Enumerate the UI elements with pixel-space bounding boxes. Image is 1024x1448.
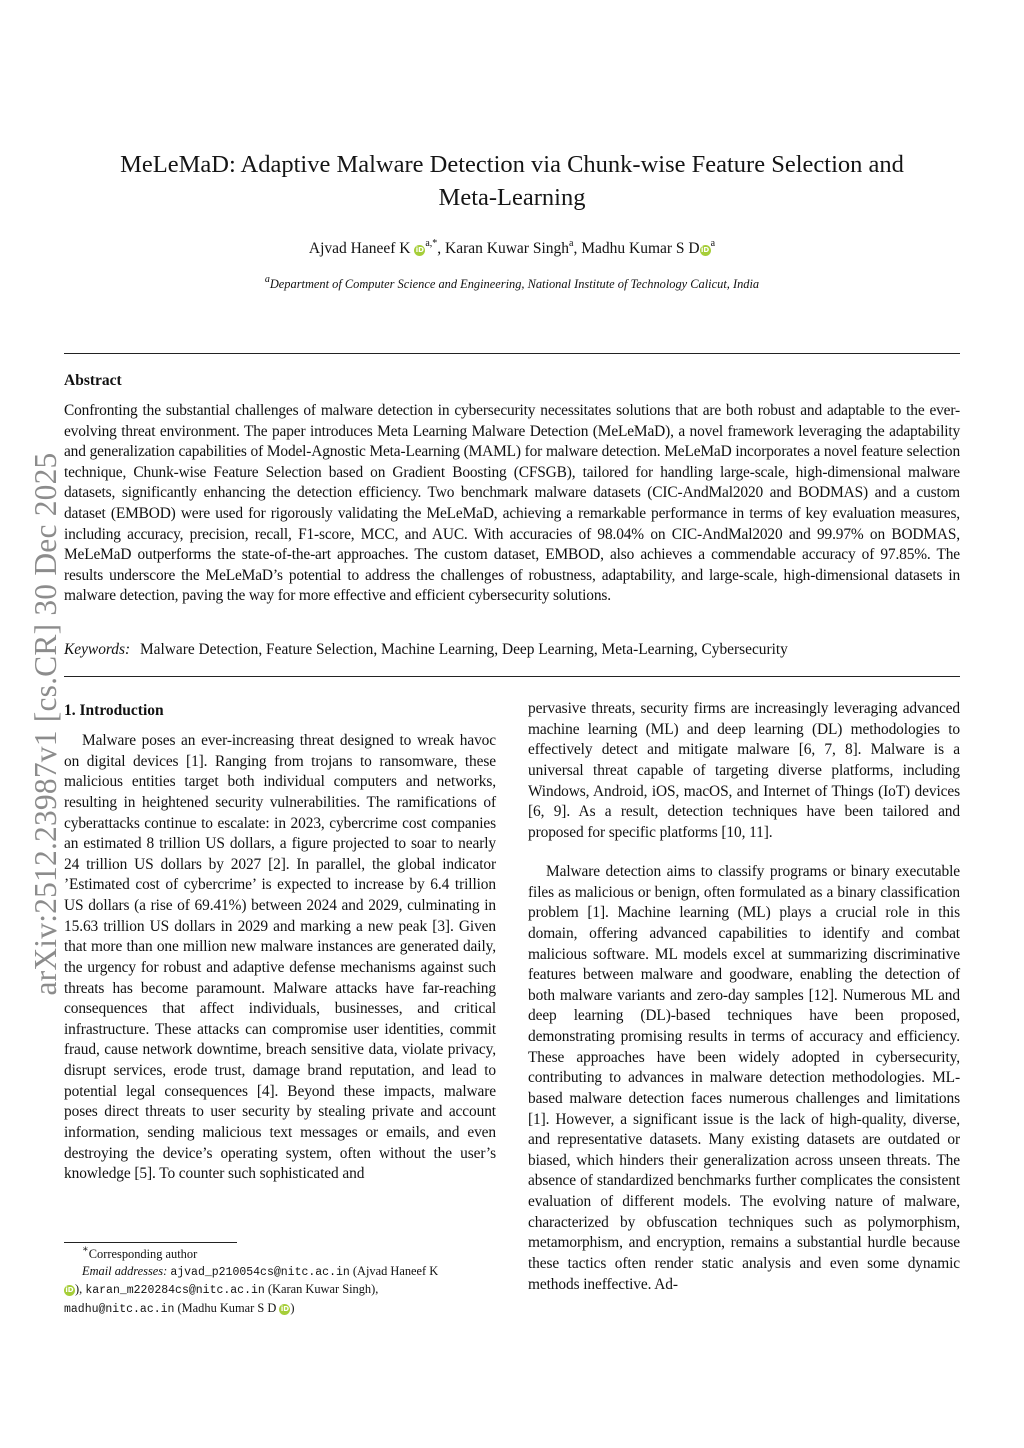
author-list: Ajvad Haneef K $iD^{a,*}$, Karan Kuwar Singh$^a$, Madhu Kumar S DiD$^a$ [308,237,716,257]
author-name: Karan Kuwar Singh [445,240,570,257]
intro-paragraph-1: Malware poses an ever-increasing threat designed to wreak havoc on digital devices [1]. Ranging from trojans to ransomware, these malicious entities target both individual computers and networks, resulting in heightened security vulnerabilities. The ramifications of cyberattacks continue to escalate: in 2023, cybercrime cost companies an estimated 8 trillion US dollars, a figure projected to soar to nearly 24 trillion US dollars by 2027 [2]. In parallel, the global indicator ’Estimated cost of cybercrime’ is expected to increase by 6.4 trillion US dollars (a rise of 69.41%) between 2024 and 2029, culminating in 15.63 trillion US dollars in 2029 and marking a new peak [3]. Given that more than one million new malware instances are generated daily, the urgency for robust and adaptive defense mechanisms against such threats has become paramount. Malware attacks have far-reaching consequences that affect individuals, businesses, and critical infrastructure. These attacks can compromise user identities, commit fraud, cause network downtime, breach sensitive data, violate privacy, disrupt services, erode trust, damage brand reputation, and lead to potential legal consequences [4]. Beyond these impacts, malware poses direct threats to user security by stealing private and account information, sending malicious text messages or emails, and even destroying the device’s operating system, often without the user’s knowledge [5]. To counter such sophisticated and [64,732,496,1183]
abstract-heading: Abstract [64,372,122,389]
orcid-icon[interactable]: iD [65,1286,74,1294]
abstract-body: Confronting the substantial challenges of malware detection in cybersecurity necessitates solutions that are both robust and adaptable to the ever-evolving threat environment. The paper introduces Meta Learning Malware Detection (MeLeMaD), a novel framework leveraging the adaptability and generalization capabilities of Model-Agnostic Meta-Learning (MAML) for malware detection. MeLeMaD incorporates a novel feature selection technique, Chunk-wise Feature Selection based on Gradient Boosting (CFSGB), tailored for handling large-scale, high-dimensional malware datasets, significantly enhancing the detection efficiency. Two benchmark malware datasets (CIC-AndMal2020 and BODMAS) and a custom dataset (EMBOD) were used for rigorously validating the MeLeMaD, achieving a remarkable performance in terms of key evaluation measures, including accuracy, precision, recall, F1-score, MCC, and AUC. With accuracies of 98.04% on CIC-AndMal2020 and 99.97% on BODMAS, MeLeMaD outperforms the state-of-the-art approaches. The custom dataset, EMBOD, also achieves a commendable accuracy of 97.85%. The results underscore the MeLeMaD’s potential to address the challenges of robustness, adaptability, and large-scale, high-dimensional datasets in malware detection, paving the way for more effective and efficient cybersecurity solutions. [64,402,960,605]
author-name: Ajvad Haneef K [308,240,411,257]
arxiv-identifier: arXiv:2512.23987v1 [cs.CR] 30 Dec 2025 [28,452,63,996]
email-owner: (Ajvad Haneef K [352,1263,439,1278]
author-affiliation-mark: a [569,237,574,249]
keywords-label: Keywords: [64,641,131,658]
orcid-icon[interactable]: iD [701,246,710,254]
affiliation-text: Department of Computer Science and Engineering, National Institute of Technology Calicut, India [269,277,760,291]
intro-paragraph-2: Malware detection aims to classify programs or binary executable files as malicious or benign, often formulated as a binary classification problem [1]. Machine learning (ML) plays a crucial role in this domain, offering advanced capabilities to identify and combat malicious software. ML models excel at summarizing discriminative features between malware and goodware, enabling the detection of both malware variants and zero-day samples [12]. Numerous ML and deep learning (DL)-based techniques have been proposed, demonstrating promising results in terms of accuracy and efficiency. These approaches have been widely adopted in cybersecurity, contributing to advances in malware detection methodologies. ML-based malware detection faces numerous challenges and limitations [1]. However, a significant issue is the lack of high-quality, diverse, and representative datasets. Many existing datasets are outdated or biased, which hinders their generalization across unseen threats. The absence of standardized benchmarks further complicates the consistent evaluation of different models. The evolving nature of malware, characterized by obfuscation techniques such as polymorphism, metamorphism, and encryption, remains a substantial hurdle because these tactics often render static analysis and even some dynamic methods ineffective. Ad- [528,863,960,1293]
section-number: 1. [64,702,76,719]
orcid-icon[interactable]: iD [415,246,424,254]
email-owner: (Karan Kuwar Singh), [267,1282,379,1296]
close-paren: ) [290,1300,295,1315]
abstract-top-rule [64,353,960,354]
keywords [64,639,960,661]
keywords-list: Malware Detection, Feature Selection, Machine Learning, Deep Learning, Meta-Learning, Cybersecurity [139,641,788,658]
close-paren: ) [75,1282,80,1296]
section-heading [64,700,164,722]
email-owner: (Madhu Kumar S D [177,1300,277,1315]
abstract-bottom-rule [64,676,960,677]
author-name: Madhu Kumar S D [581,240,700,257]
corresponding-author-note: Corresponding author [88,1247,198,1261]
orcid-icon[interactable]: iD [280,1304,290,1313]
email-link[interactable]: ajvad_p210054cs@nitc.ac.in [170,1265,350,1279]
affiliation-mark: a [264,273,270,285]
email-link[interactable]: madhu@nitc.ac.in [64,1302,175,1316]
footnote-rule [64,1242,237,1243]
paper-title: MeLeMaD: Adaptive Malware Detection via Chunk-wise Feature Selection and Meta-Learning [120,151,904,211]
author-affiliation-mark: a,* [425,237,438,249]
intro-paragraph-1-continued: pervasive threats, security firms are increasingly leveraging advanced machine learning (ML) and deep learning (DL) methodologies to effectively detect and mitigate malware [6, 7, 8]. Malware is a universal threat capable of targeting diverse platforms, including Windows, Android, iOS, macOS, and Internet of Things (IoT) devices [6, 9]. As a result, detection techniques have been tailored and proposed for specific platforms [10, 11]. [528,700,960,841]
email-link[interactable]: karan_m220284cs@nitc.ac.in [85,1284,265,1297]
footnote-marker: ∗ [82,1243,89,1255]
email-label: Email addresses: [82,1263,168,1278]
affiliation [90,275,934,293]
author-affiliation-mark: a [710,237,716,249]
footnote: ∗Corresponding author Email addresses: ajvad_p210054cs@nitc.ac.in (Ajvad Haneef K iD), karan_m220284cs@nitc.ac.in (Karan Kuwar Singh), madhu@nitc.ac.in (Madhu Kumar S D iD) [64,1243,439,1316]
section-title: Introduction [79,702,164,719]
